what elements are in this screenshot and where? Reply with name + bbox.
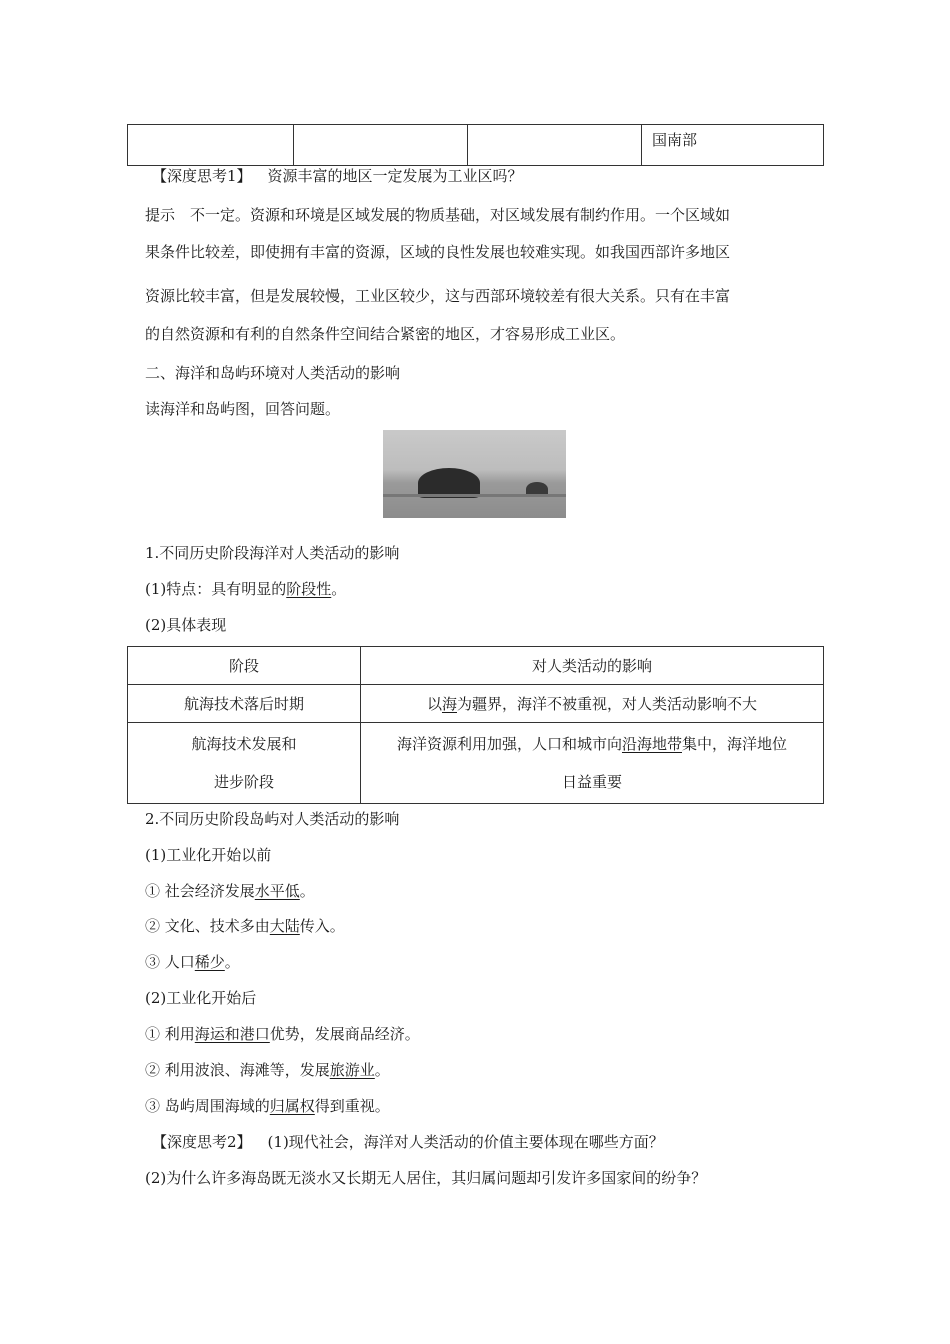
list-item	[145, 916, 345, 936]
list-item	[145, 1060, 390, 1080]
list-item	[145, 1024, 420, 1044]
table-cell	[468, 125, 642, 166]
answer-line: 的自然资源和有利的自然条件空间结合紧密的地区，才容易形成工业区。	[145, 325, 626, 343]
text: 集中，海洋地位	[682, 735, 788, 753]
list-item	[145, 952, 240, 972]
fill-blank: 沿海地带	[621, 735, 682, 753]
text: ③ 岛屿周围海域的	[145, 1097, 270, 1115]
text: 得到重视。	[314, 1097, 390, 1115]
list-item	[145, 1096, 390, 1116]
fill-blank: 阶段性	[286, 580, 332, 598]
deep-think-question: (2)为什么许多海岛既无淡水又长期无人居住，其归属问题却引发许多国家间的纷争？	[145, 1169, 707, 1187]
fill-blank: 旅游业	[329, 1061, 375, 1079]
deep-think-question: 资源丰富的地区一定发展为工业区吗？	[267, 167, 523, 185]
deep-think-1	[152, 166, 523, 186]
table-row	[128, 125, 824, 166]
section-intro: 读海洋和岛屿图，回答问题。	[145, 400, 341, 418]
answer-line: 果条件比较差，即使拥有丰富的资源，区域的良性发展也较难实现。如我国西部许多地区	[145, 243, 731, 261]
text: 。	[374, 1061, 390, 1079]
table-cell	[128, 723, 361, 804]
continued-table	[127, 124, 824, 166]
ocean-island-photo	[383, 430, 566, 518]
table-header-row	[128, 647, 824, 685]
deep-think-label: 【深度思考2】	[152, 1133, 252, 1151]
answer-line: 提示 不一定。资源和环境是区域发展的物质基础，对区域发展有制约作用。一个区域如	[145, 206, 731, 224]
fill-blank: 稀少	[194, 953, 225, 971]
text: 海洋资源利用加强，人口和城市向	[396, 735, 622, 753]
text: 为疆界，海洋不被重视，对人类活动影响不大	[457, 695, 758, 713]
fill-blank: 海运和港口	[194, 1025, 270, 1043]
stage-table	[127, 646, 824, 804]
subheading: (1)工业化开始以前	[145, 846, 272, 864]
answer-line: 资源比较丰富，但是发展较慢，工业区较少，这与西部环境较差有很大关系。只有在丰富	[145, 287, 731, 305]
text: 。	[299, 882, 315, 900]
section-heading: 二、海洋和岛屿环境对人类活动的影响	[145, 364, 401, 382]
table-header-cell: 对人类活动的影响	[361, 647, 824, 685]
table-row	[128, 723, 824, 804]
list-item	[145, 881, 315, 901]
table-cell	[294, 125, 468, 166]
text: 传入。	[299, 917, 345, 935]
detail-title: (2)具体表现	[145, 616, 227, 634]
table-row	[128, 685, 824, 723]
fill-blank: 海	[441, 695, 457, 713]
text: ① 社会经济发展	[145, 882, 255, 900]
fill-blank: 归属权	[269, 1097, 315, 1115]
subsection-title: 2.不同历史阶段岛屿对人类活动的影响	[145, 810, 400, 828]
table-cell	[361, 723, 824, 804]
text: 。	[331, 580, 347, 598]
text: (1)特点：具有明显的	[145, 580, 287, 598]
fill-blank: 大陆	[269, 917, 300, 935]
text: 日益重要	[561, 773, 622, 791]
horizon-line	[383, 494, 566, 497]
table-cell	[128, 125, 294, 166]
text: 进步阶段	[213, 773, 274, 791]
table-header-cell: 阶段	[128, 647, 361, 685]
text: 以	[426, 695, 442, 713]
text: 。	[224, 953, 240, 971]
text: ③ 人口	[145, 953, 195, 971]
fill-blank: 水平低	[254, 882, 300, 900]
text: ② 文化、技术多由	[145, 917, 270, 935]
text: ① 利用	[145, 1025, 195, 1043]
text: ② 利用波浪、海滩等，发展	[145, 1061, 330, 1079]
text: 优势，发展商品经济。	[269, 1025, 420, 1043]
text: 航海技术发展和	[191, 735, 297, 753]
feature-line	[145, 579, 346, 599]
deep-think-label: 【深度思考1】	[152, 167, 252, 185]
deep-think-question: (1)现代社会，海洋对人类活动的价值主要体现在哪些方面？	[267, 1133, 664, 1151]
table-cell: 国南部	[642, 125, 824, 166]
subheading: (2)工业化开始后	[145, 989, 257, 1007]
subsection-title: 1.不同历史阶段海洋对人类活动的影响	[145, 544, 400, 562]
table-cell: 航海技术落后时期	[128, 685, 361, 723]
table-cell	[361, 685, 824, 723]
deep-think-2	[152, 1132, 664, 1152]
